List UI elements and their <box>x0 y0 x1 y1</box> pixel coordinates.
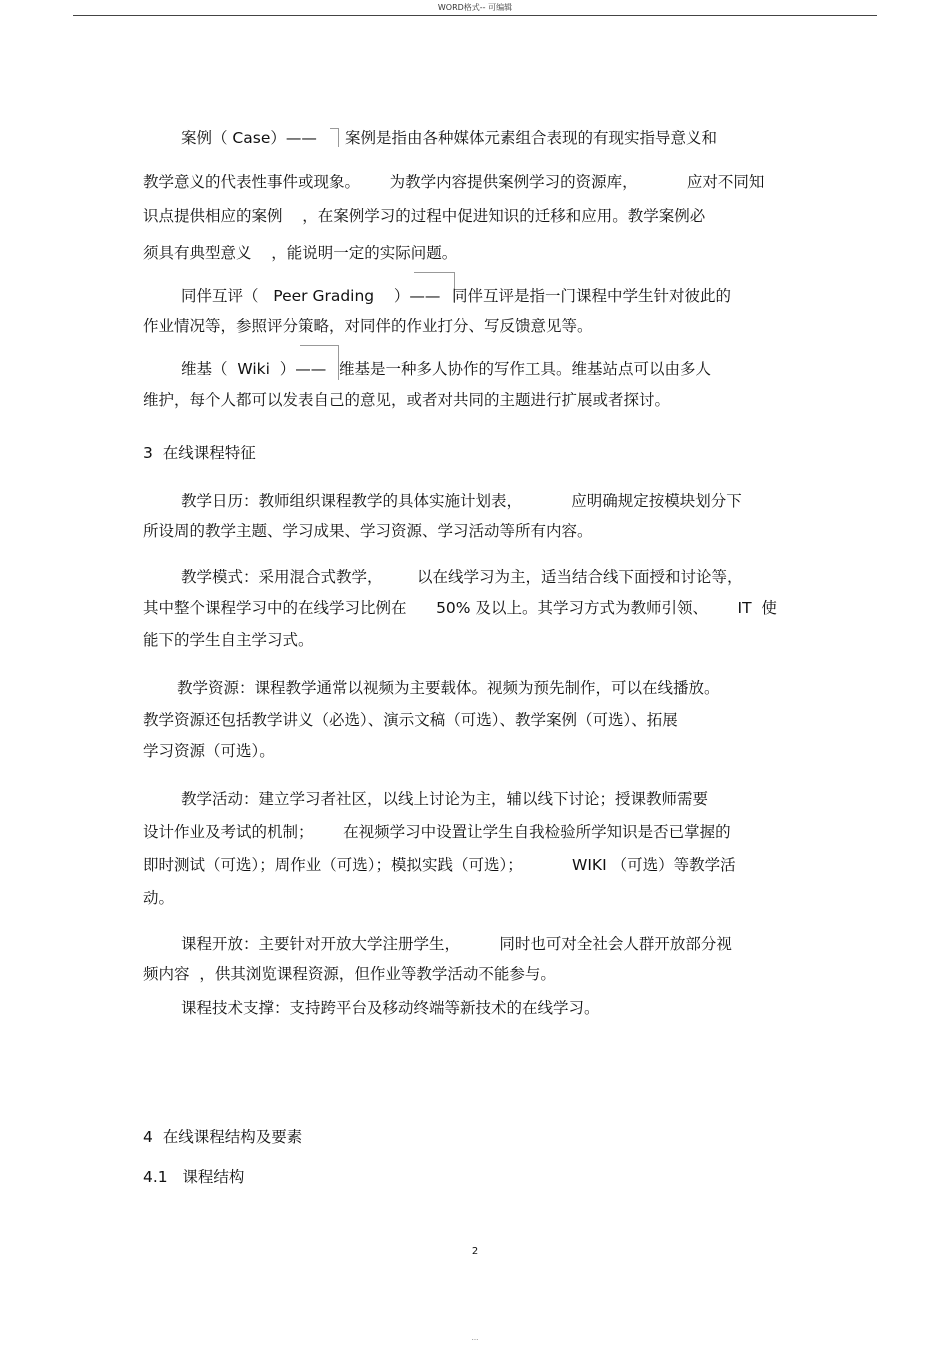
case-line-2: 教学意义的代表性事件或现象。 为教学内容提供案例学习的资源库， 应对不同知 <box>143 173 765 191</box>
tech-line: 课程技术支撑：支持跨平台及移动终端等新技术的在线学习。 <box>181 999 600 1017</box>
open-line-2: 频内容 ，供其浏览课程资源，但作业等教学活动不能参与。 <box>143 965 556 983</box>
peer-line-2: 作业情况等，参照评分策略，对同伴的作业打分、写反馈意见等。 <box>143 317 593 335</box>
calendar-line-2: 所设周的教学主题、学习成果、学习资源、学习活动等所有内容。 <box>143 522 593 540</box>
peer-bracket <box>414 272 455 303</box>
case-line-3: 识点提供相应的案例 ，在案例学习的过程中促进知识的迁移和应用。教学案例必 <box>143 207 706 225</box>
case-line-4: 须具有典型意义 ，能说明一定的实际问题。 <box>143 244 458 262</box>
resource-line-3: 学习资源（可选）。 <box>143 742 275 760</box>
header-rule <box>73 15 877 16</box>
case-bracket <box>330 128 339 147</box>
mode-line-2: 其中整个课程学习中的在线学习比例在 50% 及以上。其学习方式为教师引领、 IT 使 <box>143 599 777 617</box>
wiki-line-2: 维护，每个人都可以发表自己的意见，或者对共同的主题进行扩展或者探讨。 <box>143 391 671 409</box>
peer-term: 同伴互评（ Peer Grading ）—— <box>181 287 441 305</box>
section-4-1-heading: 4.1 课程结构 <box>143 1168 245 1186</box>
wiki-bracket <box>300 345 339 380</box>
resource-line-1: 教学资源：课程教学通常以视频为主要载体。视频为预先制作，可以在线播放。 <box>177 679 720 697</box>
activity-line-4: 动。 <box>143 889 175 907</box>
page-footer: ... <box>471 1334 479 1342</box>
mode-line-3: 能下的学生自主学习式。 <box>143 631 314 649</box>
page-header <box>0 0 950 16</box>
peer-definition: 同伴互评是指一门课程中学生针对彼此的 <box>452 287 732 305</box>
case-definition: 案例是指由各种媒体元素组合表现的有现实指导意义和 <box>345 129 718 147</box>
activity-line-3: 即时测试（可选）；周作业（可选）；模拟实践（可选）； WIKI （可选）等教学活 <box>143 856 736 874</box>
open-line-1: 课程开放：主要针对开放大学注册学生， 同时也可对全社会人群开放部分视 <box>181 935 732 953</box>
wiki-definition: 维基是一种多人协作的写作工具。维基站点可以由多人 <box>339 360 712 378</box>
case-term: 案例（ Case）—— <box>181 129 317 147</box>
activity-line-2: 设计作业及考试的机制； 在视频学习中设置让学生自我检验所学知识是否已掌握的 <box>143 823 731 841</box>
activity-line-1: 教学活动：建立学习者社区，以线上讨论为主，辅以线下讨论；授课教师需要 <box>181 790 709 808</box>
header-text: WORD格式-- 可编辑 <box>437 3 513 12</box>
section-3-heading: 3 在线课程特征 <box>143 444 256 462</box>
wiki-term: 维基（ Wiki ）—— <box>181 360 327 378</box>
resource-line-2: 教学资源还包括教学讲义（必选）、演示文稿（可选）、教学案例（可选）、拓展 <box>143 711 678 729</box>
mode-line-1: 教学模式：采用混合式教学， 以在线学习为主，适当结合线下面授和讨论等， <box>181 568 743 586</box>
page-number: 2 <box>471 1246 479 1257</box>
calendar-line-1: 教学日历：教师组织课程教学的具体实施计划表， 应明确规定按模块划分下 <box>181 492 742 510</box>
section-4-heading: 4 在线课程结构及要素 <box>143 1128 303 1146</box>
